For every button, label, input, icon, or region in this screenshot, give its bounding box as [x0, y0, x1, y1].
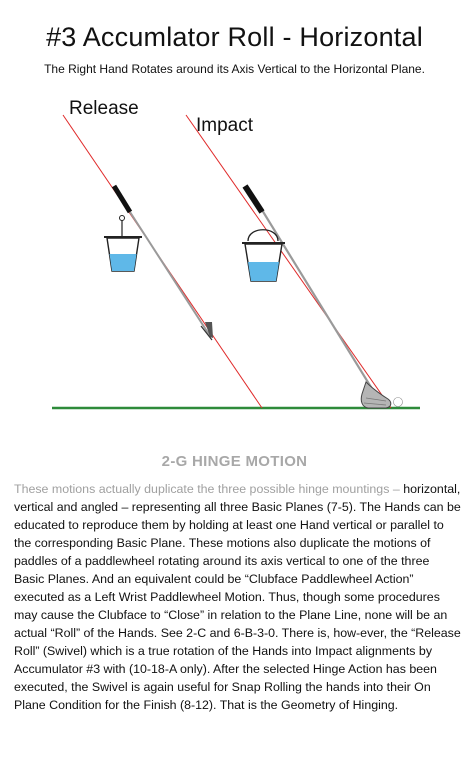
section-heading: 2-G HINGE MOTION — [161, 453, 308, 470]
impact-figure — [186, 115, 403, 408]
release-grip — [114, 186, 130, 212]
release-shaft — [130, 212, 210, 336]
golf-ball — [394, 398, 403, 407]
impact-grip — [245, 186, 262, 212]
impact-shaft — [262, 210, 374, 392]
impact-plane-line — [186, 115, 391, 408]
page-title: #3 Accumlator Roll - Horizontal — [46, 22, 423, 52]
body-lead: These motions actually duplicate the three possible hinge mountings – — [14, 482, 400, 496]
page-subtitle: The Right Hand Rotates around its Axis Vertical to the Horizontal Plane. — [44, 62, 425, 76]
release-figure — [63, 115, 262, 408]
release-bucket — [104, 216, 142, 272]
impact-label: Impact — [196, 115, 254, 136]
release-label: Release — [69, 98, 139, 119]
body-paragraph — [14, 480, 462, 714]
body-main: horizontal, vertical and angled – representing all three Basic Planes (7-5). The Hands can be educated to reproduce them by holding at least one Hand vertical or parallel to the corresponding Basic Plane. These motions also duplicate the motions of paddles of a paddlewheel rotating around its axis vertical to one of the three Basic Planes. And an equivalent could be “Clubface Paddlewheel Action” executed as a Left Wrist Paddlewheel Motion. Thus, though some procedures may cause the Clubface to “Close” in relation to the Plane Line, none will be an actual “Roll” of the Hands. See 2-C and 6-B-3-0. There is, how-ever, the “Release Roll” (Swivel) which is a true rotation of the Hands into Impact alignments by Accumulator #3 with (10-18-A only). After the selected Hinge Action has been executed, the Swivel is again useful for Snap Rolling the hands into their On Plane Condition for the Finish (8-12). That is the Geometry of Hinging. — [14, 482, 461, 712]
